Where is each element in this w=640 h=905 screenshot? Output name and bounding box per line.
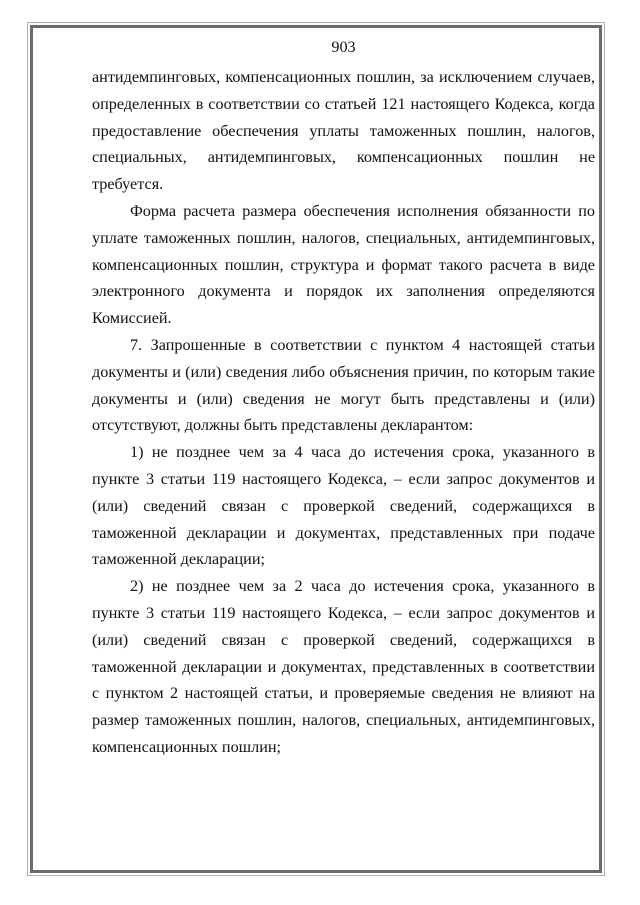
paragraph-continuation: антидемпинговых, компенсационных пошлин, за исключением случаев, определенных в соответствии со статьей 121 настоящего Кодекса, когда предоставление обеспечения уплаты таможенных пошлин, налогов, специальных, антидемпинговых, компенсационных пошлин не требуется.	[92, 68, 595, 194]
paragraph-item-7: 7. Запрошенные в соответствии с пунктом 4 настоящей статьи документы и (или) сведения либо объяснения причин, по которым такие документы и (или) сведения не могут быть представлены и (или) отсутствуют, должны быть представлены декларантом:	[92, 335, 595, 435]
document-page	[92, 36, 595, 761]
page-number: 903	[331, 38, 356, 56]
paragraph-calculation-form: Форма расчета размера обеспечения исполнения обязанности по уплате таможенных пошлин, налогов, специальных, антидемпинговых, компенсационных пошлин, структура и формат такого расчета в виде электронного документа и порядок их заполнения определяются Комиссией.	[92, 201, 595, 328]
paragraph-subitem-2: 2) не позднее чем за 2 часа до истечения срока, указанного в пункте 3 статьи 119 настоящего Кодекса, – если запрос документов и (или) сведений связан с проверкой сведений, содержащихся в таможенной декларации и документах, представленных в соответствии с пунктом 2 настоящей статьи, и проверяемые сведения не влияют на размер таможенных пошлин, налогов, специальных, антидемпинговых, компенсационных пошлин;	[92, 577, 595, 756]
paragraph-subitem-1: 1) не позднее чем за 4 часа до истечения срока, указанного в пункте 3 статьи 119 настоящего Кодекса, – если запрос документов и (или) сведений связан с проверкой сведений, содержащихся в таможенной декларации и документах, представленных при подаче таможенной декларации;	[92, 443, 595, 569]
